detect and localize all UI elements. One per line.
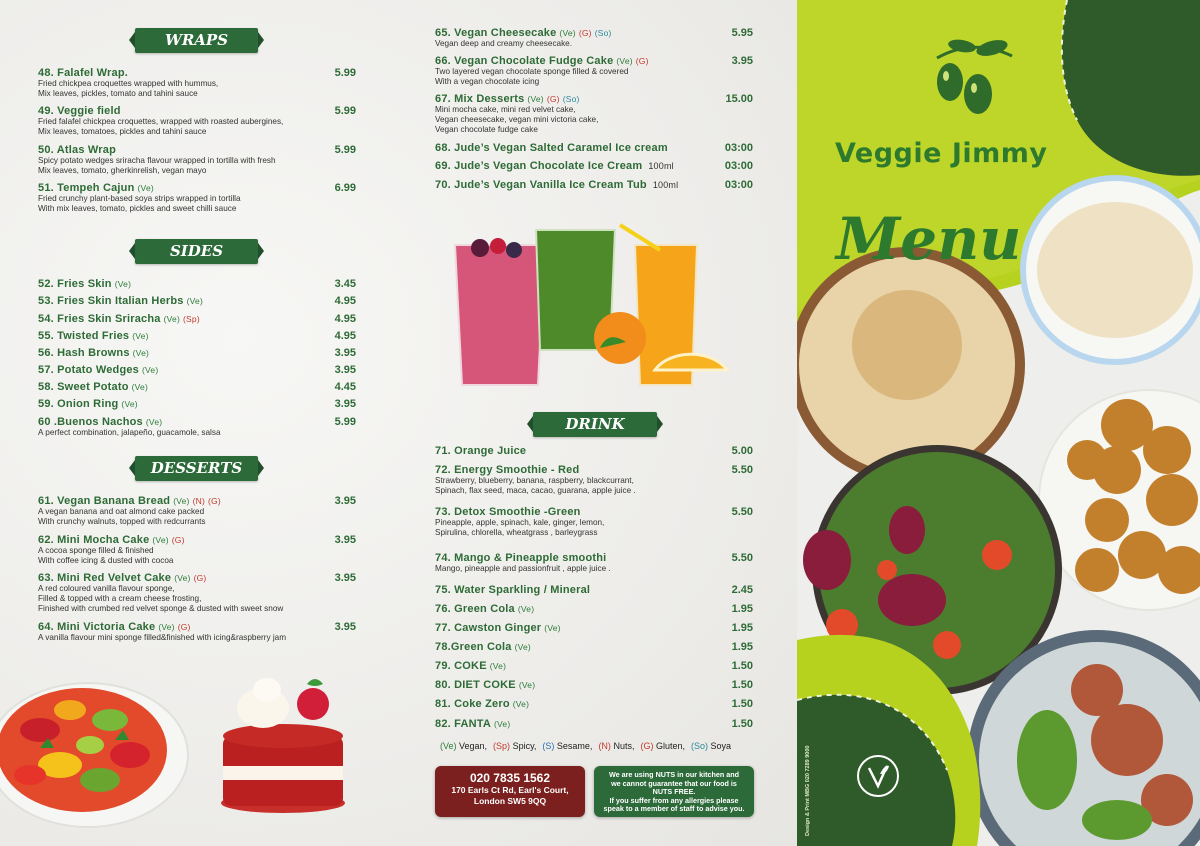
menu-item-price: 5.99 xyxy=(334,144,356,156)
menu-item-price: 5.95 xyxy=(731,27,753,39)
drink-title: DRINK xyxy=(565,415,625,433)
allergy-line: We are using NUTS in our kitchen and xyxy=(608,770,740,779)
legend-code: (N) xyxy=(598,741,611,751)
menu-item-description: Mix leaves, pickles, tomato and tahini sauce xyxy=(38,89,198,98)
menu-item-description: Mix leaves, tomato, gherkinrelish, vegan mayo xyxy=(38,166,207,175)
menu-item-name xyxy=(38,398,138,410)
menu-item-name xyxy=(435,55,649,67)
sides-banner xyxy=(135,239,258,264)
menu-item-title: 48. Falafel Wrap. xyxy=(38,67,129,79)
legend-code: (G) xyxy=(640,741,654,751)
diet-tag: (Ve) xyxy=(544,623,561,633)
diet-tag: (Ve) xyxy=(174,573,191,583)
vegan-v-leaf-icon xyxy=(856,754,900,798)
menu-item-row xyxy=(38,416,356,428)
menu-item-name xyxy=(38,621,191,633)
menu-item-row xyxy=(435,506,753,518)
menu-item xyxy=(435,660,753,672)
menu-item-price: 03:00 xyxy=(724,142,753,154)
menu-item-row xyxy=(38,278,356,290)
menu-item xyxy=(435,584,753,596)
menu-item-title: 51. Tempeh Cajun xyxy=(38,182,135,194)
diet-tag: (Ve) xyxy=(158,622,175,632)
menu-item-description: With mix leaves, tomato, pickles and sweet chilli sauce xyxy=(38,204,237,213)
menu-item-price: 5.50 xyxy=(731,464,753,476)
menu-item-price: 3.95 xyxy=(334,534,356,546)
menu-item-title: 78.Green Cola xyxy=(435,641,512,653)
menu-item xyxy=(38,416,356,438)
menu-item-row xyxy=(38,182,356,194)
diet-tag: (Ve) xyxy=(494,719,511,729)
menu-item-price: 3.95 xyxy=(731,55,753,67)
menu-item xyxy=(435,718,753,730)
olive-branch-icon xyxy=(932,36,1017,118)
menu-item-name xyxy=(435,660,506,672)
sides-title: SIDES xyxy=(169,242,224,260)
menu-item-title: 79. COKE xyxy=(435,660,487,672)
menu-item-title: 72. Energy Smoothie - Red xyxy=(435,464,580,476)
menu-item-row xyxy=(38,144,356,156)
menu-item-price: 1.50 xyxy=(731,679,753,691)
desserts-banner xyxy=(135,456,258,481)
menu-item-price: 2.45 xyxy=(731,584,753,596)
menu-item xyxy=(38,347,356,359)
diet-tag: (Ve) xyxy=(132,331,149,341)
menu-item xyxy=(38,572,356,614)
menu-item-row xyxy=(38,572,356,584)
menu-item-price: 3.95 xyxy=(334,621,356,633)
menu-item-description: Spinach, flax seed, maca, cacao, guarana, apple juice . xyxy=(435,486,636,495)
menu-item xyxy=(38,67,356,99)
menu-item-row xyxy=(38,347,356,359)
menu-item xyxy=(38,278,356,290)
diet-tag: (Ve) xyxy=(121,399,138,409)
menu-item-title: 60 .Buenos Nachos xyxy=(38,416,143,428)
menu-item-row xyxy=(38,495,356,507)
menu-item xyxy=(38,621,356,643)
menu-item-title: 75. Water Sparkling / Mineral xyxy=(435,584,591,596)
menu-item-price: 1.95 xyxy=(731,641,753,653)
menu-item-price: 03:00 xyxy=(724,179,753,191)
menu-item-name xyxy=(435,718,510,730)
menu-item-title: 80. DIET COKE xyxy=(435,679,516,691)
legend-code: (S) xyxy=(542,741,555,751)
menu-item-row xyxy=(38,621,356,633)
diet-tag: (Ve) xyxy=(518,680,536,690)
menu-item-name xyxy=(435,622,561,634)
menu-item-description: Vegan cheesecake, vegan mini victoria cake, xyxy=(435,115,599,124)
menu-item-title: 62. Mini Mocha Cake xyxy=(38,534,150,546)
menu-item-name xyxy=(38,364,158,376)
diet-tag: (Ve) xyxy=(489,661,507,671)
menu-item-description: Fried crunchy plant-based soya strips wrapped in tortilla xyxy=(38,194,241,203)
menu-item-description: Fried chickpea croquettes wrapped with hummus, xyxy=(38,79,219,88)
menu-item-title: 61. Vegan Banana Bread xyxy=(38,495,171,507)
menu-item-name xyxy=(435,160,674,172)
menu-item-name xyxy=(435,641,531,653)
menu-item-title: 69. Jude’s Vegan Chocolate Ice Cream xyxy=(435,160,643,172)
diet-tag: (G) xyxy=(635,56,649,66)
menu-item-title: 65. Vegan Cheesecake xyxy=(435,27,557,39)
diet-tag: (Ve) xyxy=(512,699,530,709)
menu-item-price: 3.45 xyxy=(334,278,356,290)
menu-item-title: 81. Coke Zero xyxy=(435,698,510,710)
menu-item xyxy=(435,464,753,496)
menu-item-description: A vegan banana and oat almond cake packed xyxy=(38,507,205,516)
menu-item xyxy=(38,381,356,393)
diet-tag: (Ve) xyxy=(152,535,169,545)
legend-label: Vegan, xyxy=(456,741,488,751)
diet-tag: (G) xyxy=(578,28,592,38)
diet-tag: (Ve) xyxy=(114,279,132,289)
menu-title: Menu xyxy=(836,205,1022,273)
menu-item-title: 52. Fries Skin xyxy=(38,278,112,290)
menu-item-description: Pineapple, apple, spinach, kale, ginger, lemon, xyxy=(435,518,605,527)
menu-item-name xyxy=(38,572,206,584)
menu-item xyxy=(38,295,356,307)
diet-tag: (N) xyxy=(192,496,205,506)
menu-item-description: Mango, pineapple and passionfruit , apple juice . xyxy=(435,564,611,573)
menu-item xyxy=(435,55,753,87)
menu-item-description: A perfect combination, jalapeño, guacamole, salsa xyxy=(38,428,221,437)
menu-item-name xyxy=(435,679,535,691)
legend-label: Sesame, xyxy=(554,741,593,751)
menu-item xyxy=(435,179,753,191)
diet-tag: (Ve) xyxy=(514,642,531,652)
menu-item-name xyxy=(435,445,526,457)
diet-tag: (G) xyxy=(546,94,560,104)
menu-item-price: 1.50 xyxy=(731,698,753,710)
menu-item-price: 1.50 xyxy=(731,718,753,730)
allergen-legend xyxy=(440,741,731,751)
allergy-line: If you suffer from any allergies please xyxy=(609,795,739,805)
menu-item-description: Vegan deep and creamy cheesecake. xyxy=(435,39,573,48)
menu-item-name xyxy=(435,552,606,564)
menu-item-price: 5.50 xyxy=(731,506,753,518)
menu-item xyxy=(435,142,753,154)
diet-tag: (Ve) xyxy=(173,496,190,506)
menu-item-row xyxy=(435,660,753,672)
legend-label: Gluten, xyxy=(653,741,685,751)
diet-tag: (So) xyxy=(562,94,580,104)
menu-item-name xyxy=(435,27,612,39)
menu-item-price: 3.95 xyxy=(334,398,356,410)
menu-item-price: 5.50 xyxy=(731,552,753,564)
menu-item-row xyxy=(38,364,356,376)
diet-tag: (Ve) xyxy=(132,348,150,358)
menu-item xyxy=(38,398,356,410)
menu-item xyxy=(435,445,753,457)
menu-item-row xyxy=(435,464,753,476)
menu-item-description: Fried falafel chickpea croquettes, wrapped with roasted aubergines, xyxy=(38,117,284,126)
menu-item-title: 55. Twisted Fries xyxy=(38,330,130,342)
print-credit xyxy=(797,700,819,840)
address-line-1: 170 Earls Ct Rd, Earl's Court, xyxy=(451,785,569,795)
menu-item-title: 82. FANTA xyxy=(435,718,491,730)
menu-item xyxy=(38,495,356,527)
diet-tag: (Ve) xyxy=(186,296,203,306)
menu-item-row xyxy=(435,718,753,730)
menu-item-row xyxy=(435,142,753,154)
diet-tag: (Ve) xyxy=(616,56,633,66)
diet-tag: (G) xyxy=(193,573,207,583)
legend-code: (So) xyxy=(690,741,708,751)
menu-item-price: 5.99 xyxy=(334,416,356,428)
menu-item-title: 50. Atlas Wrap xyxy=(38,144,116,156)
menu-item xyxy=(435,641,753,653)
legend-label: Nuts, xyxy=(610,741,635,751)
menu-item-row xyxy=(435,552,753,564)
allergy-line: NUTS FREE. xyxy=(652,787,696,797)
menu-item-price: 5.99 xyxy=(334,105,356,117)
menu-item-title: 66. Vegan Chocolate Fudge Cake xyxy=(435,55,614,67)
menu-item-name xyxy=(38,105,121,117)
menu-item-description: Filled & topped with a cream cheese frosting, xyxy=(38,594,202,603)
diet-tag: (Ve) xyxy=(137,183,154,193)
menu-item-name xyxy=(38,347,149,359)
menu-item-title: 59. Onion Ring xyxy=(38,398,119,410)
menu-item-description: Strawberry, blueberry, banana, raspberry, blackcurrant, xyxy=(435,476,634,485)
menu-item-name xyxy=(38,381,148,393)
menu-item-title: 57. Potato Wedges xyxy=(38,364,139,376)
menu-item xyxy=(38,144,356,176)
contact-box xyxy=(435,766,585,817)
menu-item-price: 03:00 xyxy=(724,160,753,172)
menu-item-row xyxy=(38,67,356,79)
menu-item-description: Spicy potato wedges sriracha flavour wrapped in tortilla with fresh xyxy=(38,156,276,165)
menu-item-name xyxy=(435,142,668,154)
menu-item xyxy=(38,364,356,376)
menu-item-description: Mini mocha cake, mini red velvet cake, xyxy=(435,105,576,114)
menu-item-name xyxy=(435,698,529,710)
item-quantity: 100ml xyxy=(648,161,674,171)
menu-item xyxy=(435,93,753,135)
legend-label: Soya xyxy=(708,741,732,751)
menu-item-title: 68. Jude’s Vegan Salted Caramel Ice cream xyxy=(435,142,668,154)
menu-item-description: A vanilla flavour mini sponge filled&finished with icing&raspberry jam xyxy=(38,633,287,642)
menu-item-description: With a vegan chocolate icing xyxy=(435,77,540,86)
menu-item-price: 5.00 xyxy=(731,445,753,457)
menu-item-price: 6.99 xyxy=(334,182,356,194)
wraps-banner xyxy=(135,28,258,53)
menu-item-row xyxy=(435,584,753,596)
diet-tag: (So) xyxy=(594,28,612,38)
menu-item-row xyxy=(38,534,356,546)
menu-item-title: 73. Detox Smoothie -Green xyxy=(435,506,581,518)
menu-item-description: Spirulina, chlorella, wheatgrass , barleygrass xyxy=(435,528,598,537)
menu-item xyxy=(435,506,753,538)
menu-item-name xyxy=(38,313,200,325)
menu-item-price: 4.95 xyxy=(334,330,356,342)
menu-item-row xyxy=(435,179,753,191)
fruit-salad-image xyxy=(0,660,195,830)
diet-tag: (Ve) xyxy=(163,314,180,324)
print-credit-text: Design & Print MBG 020 7289 9000 xyxy=(805,745,811,836)
menu-item-name xyxy=(435,93,580,105)
menu-item-title: 58. Sweet Potato xyxy=(38,381,129,393)
diet-tag: (Ve) xyxy=(559,28,576,38)
diet-tag: (G) xyxy=(177,622,191,632)
menu-item-row xyxy=(435,641,753,653)
cover-panel xyxy=(797,0,1200,846)
menu-item-price: 1.50 xyxy=(731,660,753,672)
red-velvet-cake-image xyxy=(215,668,355,818)
menu-item-name xyxy=(435,603,534,615)
menu-item-price: 3.95 xyxy=(334,364,356,376)
menu-item-description: Finished with crumbed red velvet sponge & dusted with sweet snow xyxy=(38,604,284,613)
phone-number[interactable]: 020 7835 1562 xyxy=(469,771,551,785)
menu-item-name xyxy=(435,464,579,476)
menu-item-row xyxy=(38,381,356,393)
menu-item xyxy=(38,534,356,566)
menu-item-row xyxy=(435,27,753,39)
menu-item xyxy=(435,622,753,634)
menu-item-price: 1.95 xyxy=(731,603,753,615)
diet-tag: (Ve) xyxy=(517,604,535,614)
menu-item-row xyxy=(435,698,753,710)
diet-tag: (Ve) xyxy=(145,417,163,427)
menu-item-price: 5.99 xyxy=(334,67,356,79)
menu-item-row xyxy=(435,55,753,67)
allergy-notice xyxy=(594,766,754,817)
menu-item-title: 54. Fries Skin Sriracha xyxy=(38,313,161,325)
desserts-title: DESSERTS xyxy=(150,459,243,477)
diet-tag: (Ve) xyxy=(527,94,544,104)
allergy-line: speak to a member of staff to advise you. xyxy=(603,804,745,814)
menu-item xyxy=(435,698,753,710)
menu-item-title: 64. Mini Victoria Cake xyxy=(38,621,156,633)
menu-item-name xyxy=(38,495,221,507)
menu-item xyxy=(38,105,356,137)
menu-item-name xyxy=(38,144,116,156)
menu-item-price: 4.95 xyxy=(334,313,356,325)
diet-tag: (G) xyxy=(207,496,221,506)
menu-item xyxy=(435,160,753,172)
menu-item xyxy=(435,603,753,615)
legend-label: Spicy, xyxy=(510,741,537,751)
menu-item-price: 15.00 xyxy=(725,93,753,105)
menu-item-description: A cocoa sponge filled & finished xyxy=(38,546,154,555)
menu-item-row xyxy=(435,160,753,172)
menu-item-name xyxy=(38,295,203,307)
menu-item-row xyxy=(435,603,753,615)
menu-item-name xyxy=(38,534,185,546)
menu-item-row xyxy=(38,295,356,307)
legend-code: (Ve) xyxy=(440,741,457,751)
menu-item-title: 70. Jude’s Vegan Vanilla Ice Cream Tub xyxy=(435,179,647,191)
menu-item-title: 53. Fries Skin Italian Herbs xyxy=(38,295,184,307)
menu-item xyxy=(435,679,753,691)
menu-item-title: 63. Mini Red Velvet Cake xyxy=(38,572,172,584)
menu-item-row xyxy=(38,313,356,325)
menu-item-row xyxy=(435,679,753,691)
menu-item-name xyxy=(435,179,678,191)
menu-item xyxy=(38,313,356,325)
menu-item-price: 1.95 xyxy=(731,622,753,634)
menu-item-name xyxy=(435,506,581,518)
menu-item-row xyxy=(435,93,753,105)
menu-item-name xyxy=(38,330,149,342)
menu-item-title: 76. Green Cola xyxy=(435,603,515,615)
menu-item xyxy=(38,182,356,214)
menu-item-row xyxy=(38,105,356,117)
diet-tag: (Ve) xyxy=(131,382,149,392)
legend-code: (Sp) xyxy=(493,741,511,751)
menu-item-row xyxy=(435,445,753,457)
item-quantity: 100ml xyxy=(652,180,679,190)
menu-item-row xyxy=(38,398,356,410)
menu-item-description: With coffee icing & dusted with cocoa xyxy=(38,556,174,565)
address-line-2: London SW5 9QQ xyxy=(473,796,547,806)
menu-item-price: 3.95 xyxy=(334,347,356,359)
menu-item xyxy=(435,552,753,574)
menu-item-name xyxy=(38,182,154,194)
menu-item-title: 74. Mango & Pineapple smoothi xyxy=(435,552,607,564)
menu-item-price: 4.95 xyxy=(334,295,356,307)
menu-item-price: 3.95 xyxy=(334,495,356,507)
cover-artwork xyxy=(797,0,1200,846)
diet-tag: (Sp) xyxy=(183,314,200,324)
allergy-line: we cannot guarantee that our food is xyxy=(611,778,737,788)
menu-item-description: Two layered vegan chocolate sponge filled & covered xyxy=(435,67,629,76)
diet-tag: (G) xyxy=(171,535,185,545)
brand-name: Veggie Jimmy xyxy=(835,138,1048,169)
menu-item-name xyxy=(38,416,162,428)
menu-item-title: 67. Mix Desserts xyxy=(435,93,525,105)
menu-item-description: A red coloured vanilla flavour sponge, xyxy=(38,584,175,593)
drink-banner xyxy=(533,412,657,437)
menu-item-price: 4.45 xyxy=(334,381,356,393)
menu-item-title: 71. Orange Juice xyxy=(435,445,527,457)
menu-item-description: With crunchy walnuts, topped with redcurrants xyxy=(38,517,206,526)
menu-item xyxy=(38,330,356,342)
menu-item-row xyxy=(435,622,753,634)
menu-item-title: 49. Veggie field xyxy=(38,105,121,117)
menu-item-description: Vegan chocolate fudge cake xyxy=(435,125,538,134)
smoothies-image xyxy=(450,220,740,400)
menu-item-title: 77. Cawston Ginger xyxy=(435,622,542,634)
wraps-title: WRAPS xyxy=(164,31,229,49)
diet-tag: (Ve) xyxy=(142,365,159,375)
menu-item-description: Mix leaves, tomatoes, pickles and tahini sauce xyxy=(38,127,207,136)
menu-item-name xyxy=(38,278,131,290)
menu-item-name xyxy=(435,584,590,596)
menu-item xyxy=(435,27,753,49)
menu-item-row xyxy=(38,330,356,342)
menu-item-title: 56. Hash Browns xyxy=(38,347,130,359)
menu-item-price: 3.95 xyxy=(334,572,356,584)
menu-item-name xyxy=(38,67,128,79)
